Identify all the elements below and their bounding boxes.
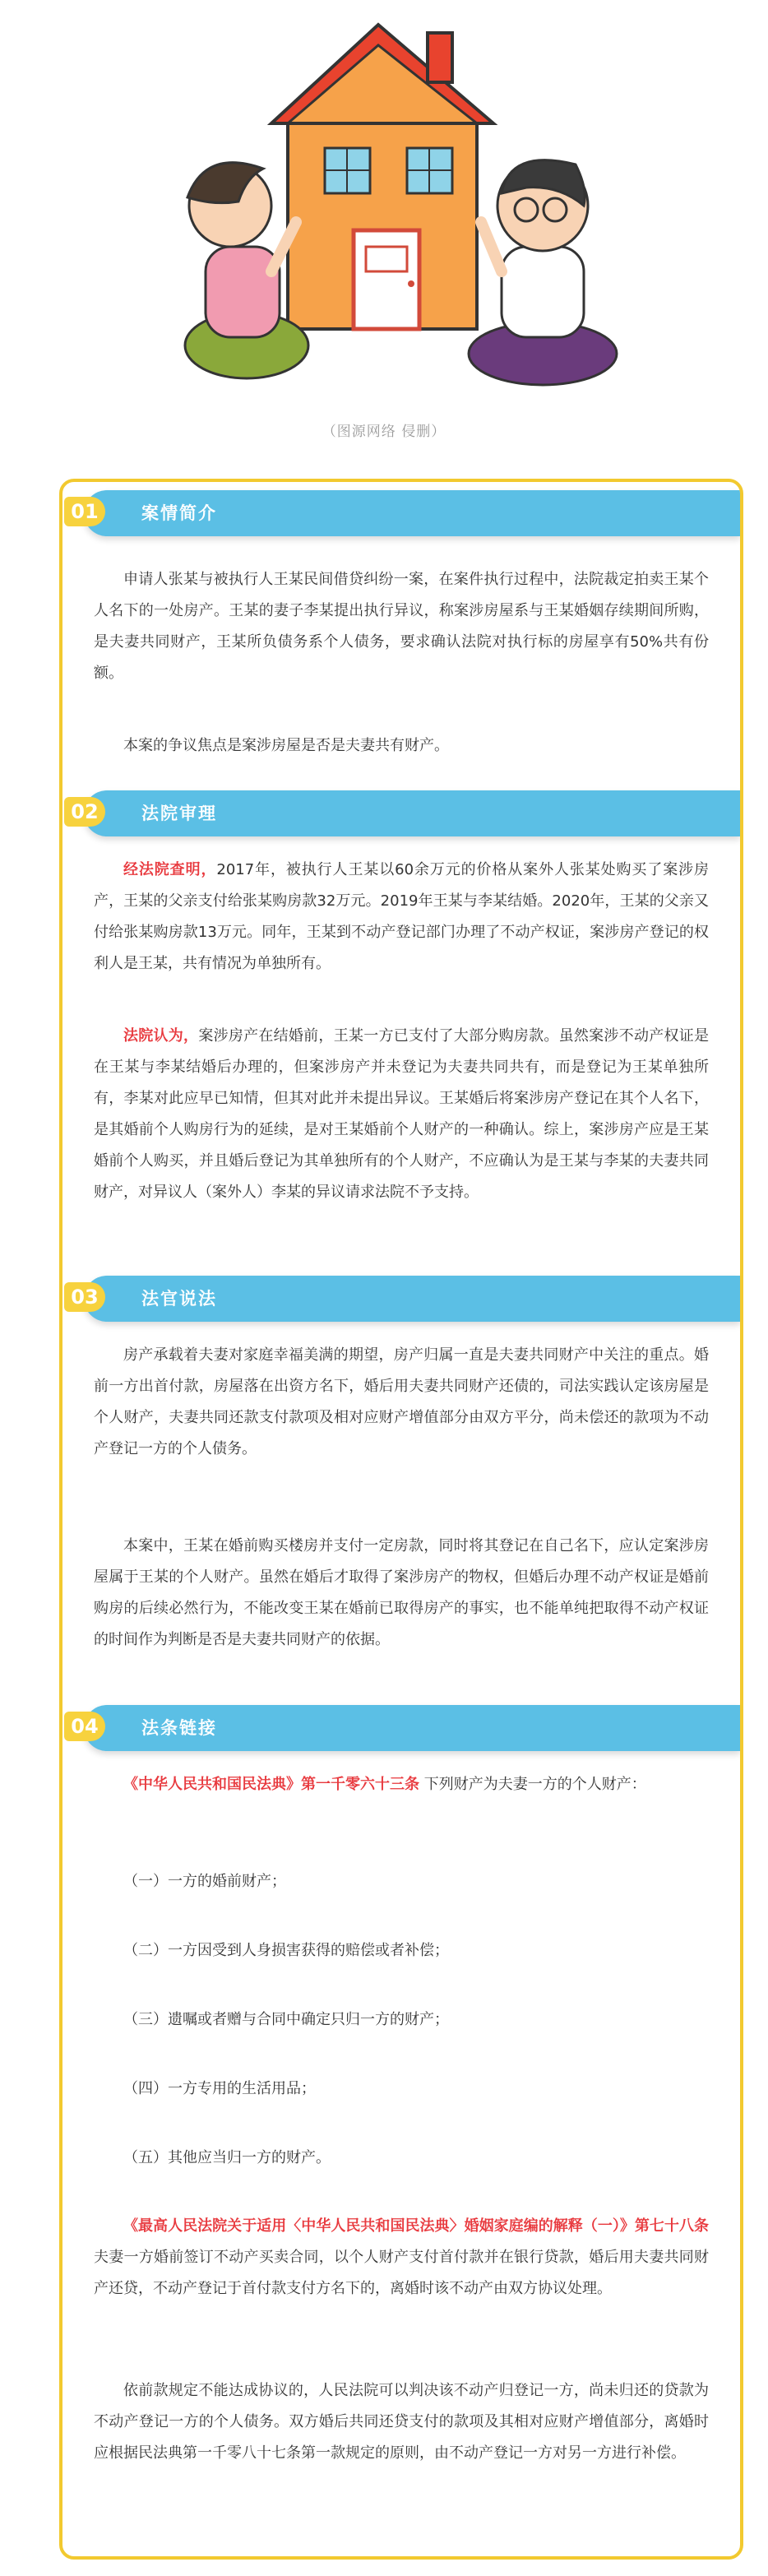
- content-frame: [59, 479, 743, 2560]
- section-number: 02: [64, 797, 105, 827]
- law-title: 《最高人民法院关于适用〈中华人民共和国民法典〉婚姻家庭编的解释（一）》第七十八条: [123, 2217, 709, 2235]
- law-item: （四）一方专用的生活用品；: [123, 2080, 316, 2097]
- section-header: [62, 1276, 740, 1322]
- section-number: 04: [64, 1712, 105, 1741]
- paragraph-opinion: [94, 1021, 709, 1208]
- couple-pulling-house-illustration: [0, 0, 768, 411]
- section-title: 案情简介: [141, 503, 217, 523]
- law-item: （二）一方因受到人身损害获得的赔偿或者补偿；: [123, 1942, 449, 1959]
- section-case-summary: [62, 490, 740, 754]
- law-article-2: [94, 2211, 709, 2305]
- paragraph-text: 2017年，被执行人王某以60余万元的价格从案外人张某处购买了案涉房产，王某的父亲支付给张某购房款32万元。2019年王某与李某结婚。2020年，王某的父亲又付给张某购房款13万元。同年，王某到不动产登记部门办理了不动产权证，案涉房产登记的权利人是王某，共有情况为单独所有。: [94, 861, 710, 972]
- paragraph: 本案的争议焦点是案涉房屋是否是夫妻共有财产。: [123, 737, 449, 754]
- law-title: 《中华人民共和国民法典》第一千零六十三条: [123, 1776, 419, 1793]
- section-title: 法官说法: [141, 1289, 217, 1309]
- section-header: [62, 490, 740, 536]
- section-law-links: [62, 1705, 740, 2462]
- paragraph-text: 案涉房产在结婚前，王某一方已支付了大部分购房款。虽然案涉不动产权证是在王某与李某结婚后办理的，但案涉房产并未登记为夫妻共同共有，而是登记为王某单独所有，李某对此应早已知情，但其对此并未提出异议。王某婚后将案涉房产登记在其个人名下，是其婚前个人购房行为的延续，是对王某婚前个人财产的一种确认。综上，案涉房产应是王某婚前个人购买，并且婚后登记为其单独所有的个人财产，不应确认为是王某与李某的夫妻共同财产，对异议人（案外人）李某的异议请求法院不予支持。: [94, 1027, 710, 1201]
- law-text: 夫妻一方婚前签订不动产买卖合同，以个人财产支付首付款并在银行贷款，婚后用夫妻共同财产还贷，不动产登记于首付款支付方名下的，离婚时该不动产由双方协议处理。: [94, 2249, 709, 2297]
- highlight-lead: 法院认为，: [123, 1027, 199, 1045]
- section-court-trial: [62, 790, 740, 1201]
- law-text: 下列财产为夫妻一方的个人财产：: [423, 1776, 646, 1793]
- paragraph-findings: [94, 855, 709, 980]
- section-number: 01: [64, 497, 105, 526]
- section-header: [62, 790, 740, 836]
- section-title: 法院审理: [141, 804, 217, 823]
- paragraph: 依前款规定不能达成协议的，人民法院可以判决该不动产归登记一方，尚未归还的贷款为不动产登记一方的个人债务。双方婚后共同还贷支付的款项及其相对应财产增值部分，离婚时应根据民法典第一千零八十七条第一款规定的原则，由不动产登记一方对另一方进行补偿。: [94, 2382, 709, 2462]
- header-illustration: [0, 0, 768, 411]
- law-item: （五）其他应当归一方的财产。: [123, 2149, 331, 2166]
- house-icon: [271, 25, 493, 329]
- section-judge-comment: [62, 1276, 740, 1648]
- paragraph: 房产承载着夫妻对家庭幸福美满的期望，房产归属一直是夫妻共同财产中关注的重点。婚前一方出首付款，房屋落在出资方名下，婚后用夫妻共同财产还债的，司法实践认定该房屋是个人财产，夫妻共同还款支付款项及相对应财产增值部分由双方平分，尚未偿还的款项为不动产登记一方的个人债务。: [94, 1346, 709, 1457]
- highlight-lead: 经法院查明，: [123, 861, 217, 878]
- section-header: [62, 1705, 740, 1751]
- law-item: （三）遗嘱或者赠与合同中确定只归一方的财产；: [123, 2011, 449, 2028]
- section-title: 法条链接: [141, 1718, 217, 1738]
- law-article-1: [94, 1769, 709, 1800]
- section-number: 03: [64, 1282, 105, 1312]
- image-caption: （图源网络 侵删）: [322, 424, 446, 440]
- paragraph: 申请人张某与被执行人王某民间借贷纠纷一案，在案件执行过程中，法院裁定拍卖王某个人名下的一处房产。王某的妻子李某提出执行异议，称案涉房屋系与王某婚姻存续期间所购，是夫妻共同财产，王某所负债务系个人债务，要求确认法院对执行标的房屋享有50%共有份额。: [94, 571, 709, 682]
- law-item: （一）一方的婚前财产；: [123, 1873, 286, 1890]
- paragraph: 本案中，王某在婚前购买楼房并支付一定房款，同时将其登记在自己名下，应认定案涉房屋属于王某的个人财产。虽然在婚后才取得了案涉房产的物权，但婚后办理不动产权证是婚前购房的后续必然行为，不能改变王某在婚前已取得房产的事实，也不能单纯把取得不动产权证的时间作为判断是否是夫妻共同财产的依据。: [94, 1537, 709, 1648]
- man-icon: [469, 160, 617, 385]
